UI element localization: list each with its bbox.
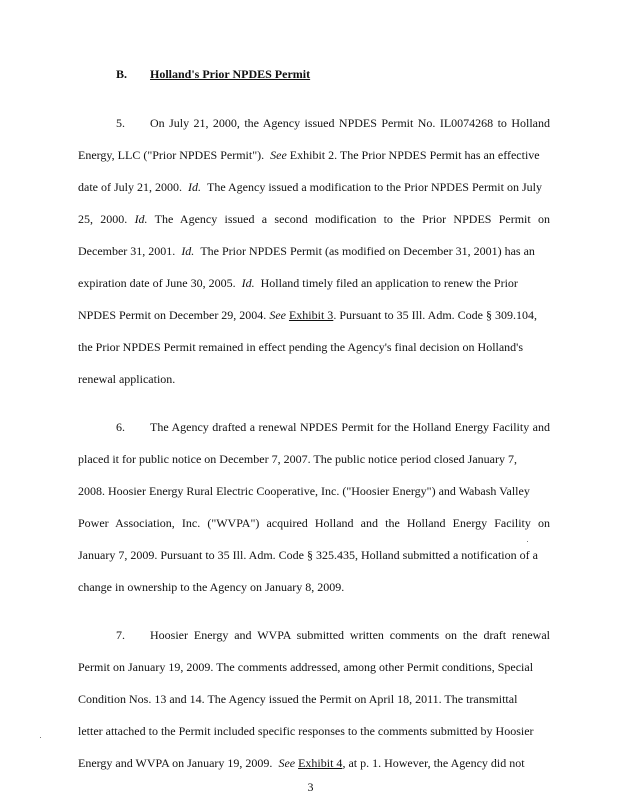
paragraph-7-line-3: Condition Nos. 13 and 14. The Agency issued the Permit on April 18, 2011. The transmittal [78,692,518,706]
exhibit-4-reference: Exhibit 4 [298,756,343,770]
paragraph-6-line-6: change in ownership to the Agency on January 8, 2009. [78,580,345,594]
section-title: Holland's Prior NPDES Permit [150,67,311,81]
paragraph-5-line-1: 5. On July 21, 2000, the Agency issued NPDES Permit No. IL0074268 to Holland [116,116,550,130]
scan-speck [527,541,528,542]
paragraph-6-line-5: January 7, 2009. Pursuant to 35 Ill. Adm. Code § 325.435, Holland submitted a notification of a [78,548,538,562]
paragraph-6-line-4: Power Association, Inc. ("WVPA") acquired Holland and the Holland Energy Facility on [78,516,550,530]
paragraph-5-line-2: Energy, LLC ("Prior NPDES Permit"). See Exhibit 2. The Prior NPDES Permit has an effective [78,148,540,162]
paragraph-number: 7. [116,628,125,642]
paragraph-5-line-6: expiration date of June 30, 2005. Id. Holland timely filed an application to renew the Prior [78,276,518,290]
paragraph-number: 6. [116,420,125,434]
paragraph-7-line-1: 7. Hoosier Energy and WVPA submitted written comments on the draft renewal [116,628,550,642]
paragraph-6-line-1: 6. The Agency drafted a renewal NPDES Permit for the Holland Energy Facility and [116,420,550,434]
paragraph-number: 5. [116,116,125,130]
page-number: 3 [307,780,314,794]
paragraph-6-line-2: placed it for public notice on December 7, 2007. The public notice period closed January 7, [78,452,517,466]
paragraph-5-line-9: renewal application. [78,372,176,386]
paragraph-5-line-3: date of July 21, 2000. Id. The Agency issued a modification to the Prior NPDES Permit on July [78,180,542,194]
paragraph-5-line-5: December 31, 2001. Id. The Prior NPDES Permit (as modified on December 31, 2001) has an [78,244,535,258]
scan-speck [40,737,41,738]
paragraph-6-line-3: 2008. Hoosier Energy Rural Electric Cooperative, Inc. ("Hoosier Energy") and Wabash Valley [78,484,530,498]
paragraph-7-line-4: letter attached to the Permit included specific responses to the comments submitted by Hoosier [78,724,534,738]
paragraph-7-line-2: Permit on January 19, 2009. The comments addressed, among other Permit conditions, Special [78,660,534,674]
exhibit-3-reference: Exhibit 3 [288,308,334,322]
paragraph-7-line-5: Energy and WVPA on January 19, 2009. See Exhibit 4, at p. 1. However, the Agency did not [78,756,525,770]
section-heading [116,67,310,82]
paragraph-5-line-8: the Prior NPDES Permit remained in effect pending the Agency's final decision on Holland's [78,340,524,354]
paragraph-5-line-4: 25, 2000. Id. The Agency issued a second modification to the Prior NPDES Permit on [78,212,551,226]
section-letter: B. [116,67,128,81]
paragraph-5-line-7: NPDES Permit on December 29, 2004. See Exhibit 3. Pursuant to 35 Ill. Adm. Code § 309.104, [78,308,537,322]
